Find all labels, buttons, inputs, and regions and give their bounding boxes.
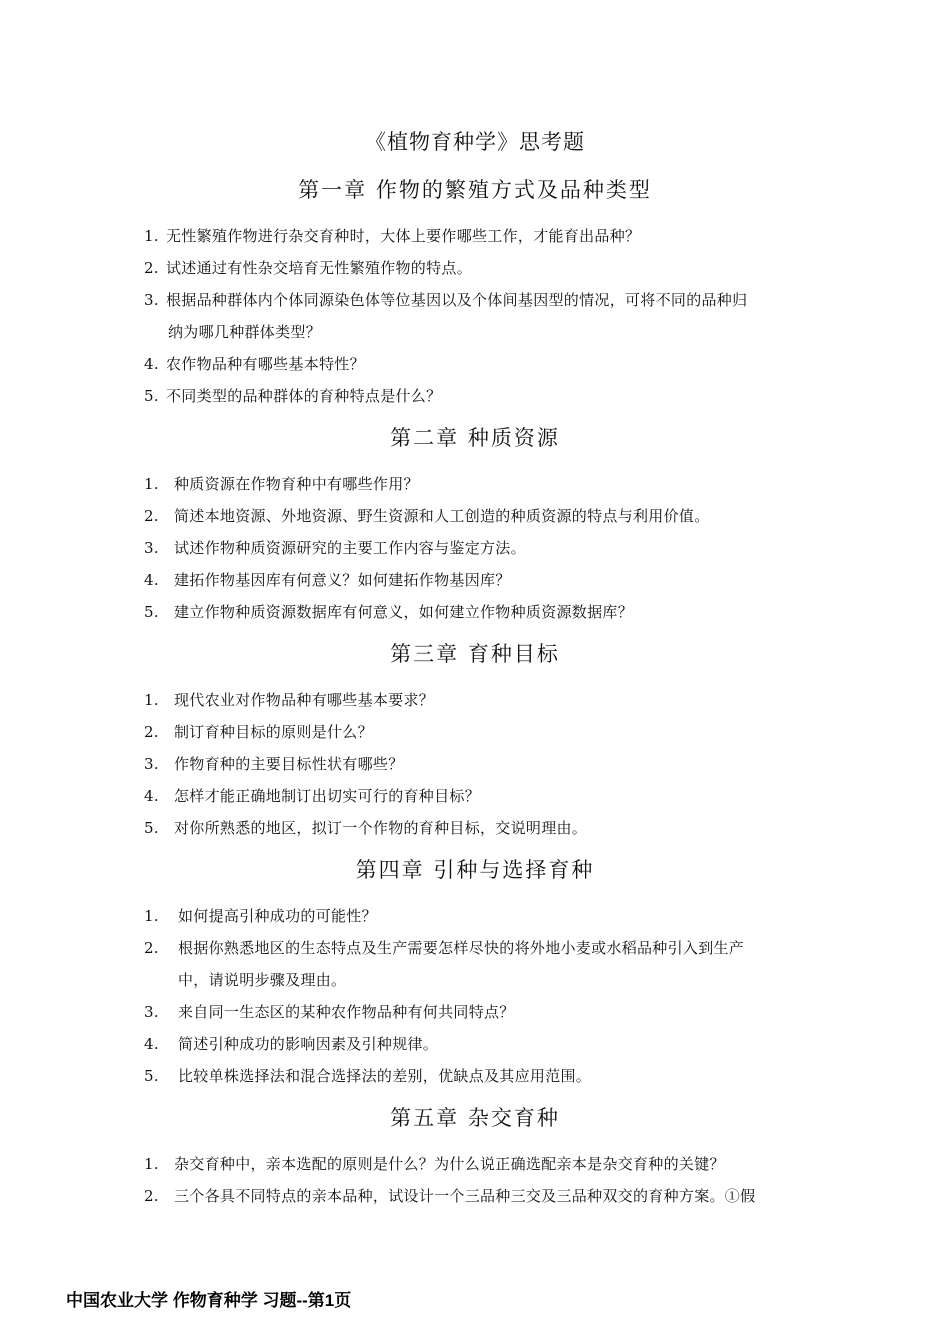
question-item: 3. 来自同一生态区的某种农作物品种有何共同特点？ (144, 1003, 515, 1021)
question-item: 5. 不同类型的品种群体的育种特点是什么？ (144, 387, 442, 405)
question-item: 4. 农作物品种有哪些基本特性？ (144, 355, 365, 373)
chapter-1-heading: 第一章 作物的繁殖方式及品种类型 (298, 178, 652, 202)
question-item: 5. 建立作物种质资源数据库有何意义，如何建立作物种质资源数据库？ (144, 603, 634, 621)
chapter-5-heading: 第五章 杂交育种 (390, 1106, 560, 1130)
question-item: 3. 试述作物种质资源研究的主要工作内容与鉴定方法。 (144, 539, 526, 557)
question-item: 2. 制订育种目标的原则是什么？ (144, 723, 373, 741)
question-item: 2. 三个各具不同特点的亲本品种，试设计一个三品种三交及三品种双交的育种方案。①假 (144, 1187, 756, 1205)
chapter-2-heading: 第二章 种质资源 (390, 426, 560, 450)
question-continuation: 中，请说明步骤及理由。 (178, 971, 347, 989)
page-footer: 中国农业大学 作物育种学 习题--第1页 (66, 1291, 352, 1310)
question-item: 1. 杂交育种中，亲本选配的原则是什么？为什么说正确选配亲本是杂交育种的关键？ (144, 1155, 725, 1173)
question-item: 2. 根据你熟悉地区的生态特点及生产需要怎样尽快的将外地小麦或水稻品种引入到生产 (144, 939, 745, 957)
question-item: 5. 比较单株选择法和混合选择法的差别，优缺点及其应用范围。 (144, 1067, 592, 1085)
question-item: 1. 无性繁殖作物进行杂交育种时，大体上要作哪些工作，才能育出品种？ (144, 227, 641, 245)
question-item: 1. 如何提高引种成功的可能性？ (144, 907, 377, 925)
chapter-4-heading: 第四章 引种与选择育种 (355, 858, 595, 882)
question-item: 4. 建拓作物基因库有何意义？如何建拓作物基因库？ (144, 571, 511, 589)
question-item: 1. 种质资源在作物育种中有哪些作用？ (144, 475, 419, 493)
question-continuation: 纳为哪几种群体类型？ (168, 323, 322, 341)
question-item: 5. 对你所熟悉的地区，拟订一个作物的育种目标，交说明理由。 (144, 819, 588, 837)
question-item: 2. 简述本地资源、外地资源、野生资源和人工创造的种质资源的特点与利用价值。 (144, 507, 710, 525)
chapter-3-heading: 第三章 育种目标 (390, 642, 560, 666)
question-item: 3. 作物育种的主要目标性状有哪些？ (144, 755, 404, 773)
document-title: 《植物育种学》思考题 (365, 130, 585, 154)
question-item: 2. 试述通过有性杂交培育无性繁殖作物的特点。 (144, 259, 473, 277)
question-item: 3. 根据品种群体内个体同源染色体等位基因以及个体间基因型的情况，可将不同的品种归 (144, 291, 748, 309)
question-item: 4. 简述引种成功的影响因素及引种规律。 (144, 1035, 439, 1053)
question-item: 1. 现代农业对作物品种有哪些基本要求？ (144, 691, 435, 709)
question-item: 4. 怎样才能正确地制订出切实可行的育种目标？ (144, 787, 481, 805)
